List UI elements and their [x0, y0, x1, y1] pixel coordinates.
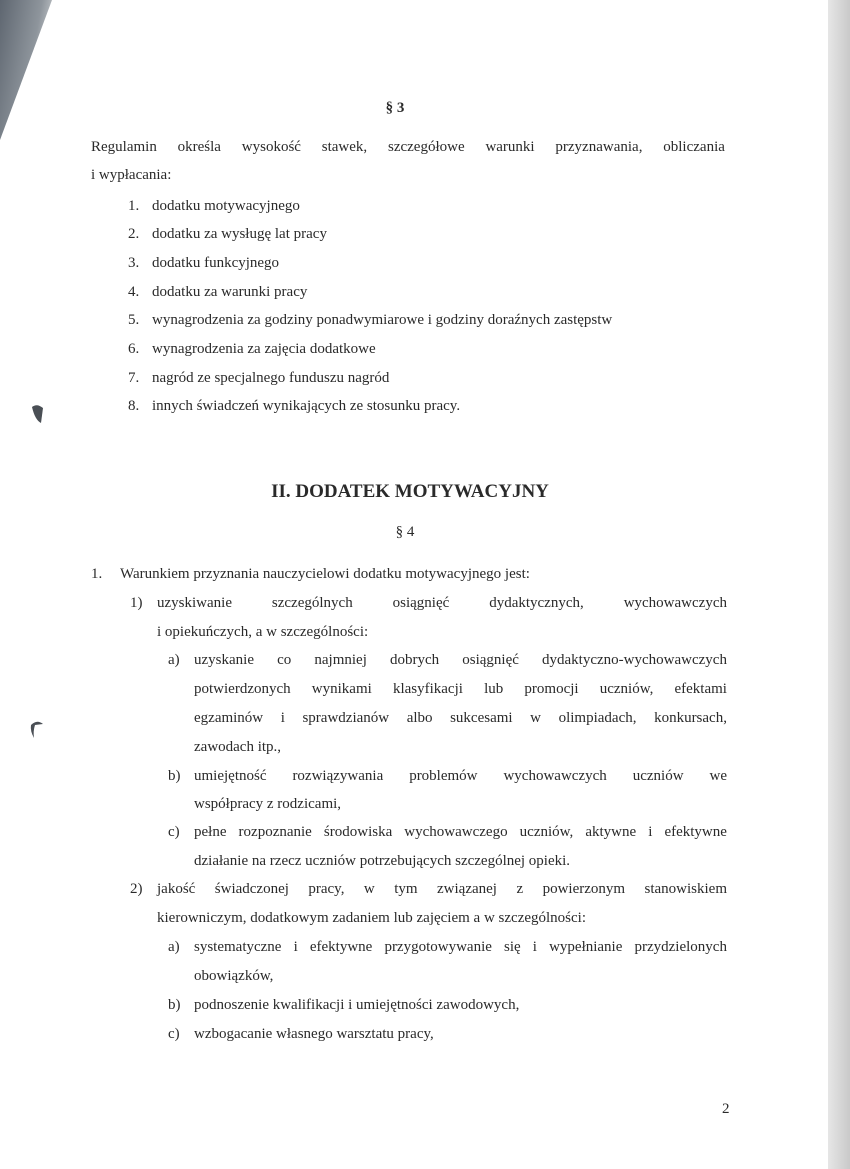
word: umiejętność — [194, 768, 267, 784]
punch-hole-top — [30, 404, 44, 424]
word: efektywne — [664, 824, 727, 840]
word: tym — [394, 881, 418, 897]
word: wychowawczego — [404, 824, 508, 840]
section-3-list-item: nagród ze specjalnego funduszu nagród — [152, 370, 390, 386]
word: efektami — [674, 681, 727, 697]
word: albo — [406, 710, 433, 726]
word: konkursach, — [654, 710, 727, 726]
item-1b-number: b) — [168, 768, 181, 784]
word: uczniów, — [599, 681, 654, 697]
word: uczniów — [632, 768, 684, 784]
word: przyznawania, — [555, 139, 643, 155]
item-1a-line-1 — [194, 651, 727, 669]
word: się — [504, 939, 521, 955]
word: z — [516, 881, 524, 897]
word: uczniów, — [519, 824, 574, 840]
word: we — [709, 768, 727, 784]
item-2a-number: a) — [168, 939, 180, 955]
item-2b-text: podnoszenie kwalifikacji i umiejętności zawodowych, — [194, 997, 520, 1013]
item-1c-line-2: działanie na rzecz uczniów potrzebujących szczególnej opieki. — [194, 853, 571, 869]
word: uzyskiwanie — [157, 595, 232, 611]
word: dobrych — [389, 652, 440, 668]
section-3-list-number: 5. — [128, 312, 140, 328]
item-2c-number: c) — [168, 1026, 180, 1042]
page-number: 2 — [722, 1101, 730, 1117]
section-3-list-number: 8. — [128, 398, 140, 414]
word: świadczonej — [214, 881, 289, 897]
scan-shadow-right — [828, 0, 850, 1169]
item-2a-line-2: obowiązków, — [194, 968, 274, 984]
item-2-number: 2) — [130, 881, 143, 897]
paragraph-1-text: Warunkiem przyznania nauczycielowi dodatku motywacyjnego jest: — [120, 566, 530, 582]
word: wychowawczych — [503, 768, 607, 784]
word: w — [530, 710, 541, 726]
section-3-list-number: 1. — [128, 198, 140, 214]
item-2a-line-1 — [194, 938, 727, 956]
section-4-title: § 4 — [395, 524, 415, 540]
item-1b-line-2: współpracy z rodzicami, — [194, 796, 342, 812]
word: jakość — [157, 881, 196, 897]
word: egzaminów — [194, 710, 264, 726]
item-1-line-2: i opiekuńczych, a w szczególności: — [157, 624, 369, 640]
word: co — [277, 652, 292, 668]
item-1-line-1 — [157, 594, 727, 612]
section-3-list-item: dodatku za wysługę lat pracy — [152, 226, 327, 242]
item-2-line-2: kierowniczym, dodatkowym zadaniem lub zajęciem a w szczególności: — [157, 910, 587, 926]
word: dydaktyczno-wychowawczych — [542, 652, 727, 668]
section-3-list-item: innych świadczeń wynikających ze stosunku pracy. — [152, 398, 461, 414]
section-3-list-item: wynagrodzenia za godziny ponadwymiarowe i godziny doraźnych zastępstw — [152, 312, 613, 328]
word: najmniej — [314, 652, 367, 668]
word: i — [280, 710, 285, 726]
section-3-intro-line — [91, 138, 725, 156]
section-3-list-number: 4. — [128, 284, 140, 300]
word: i — [532, 939, 537, 955]
word: promocji — [524, 681, 579, 697]
word: osiągnięć — [392, 595, 450, 611]
word: problemów — [409, 768, 478, 784]
section-3-intro-continuation: i wypłacania: — [91, 167, 172, 183]
section-3-list-item: dodatku za warunki pracy — [152, 284, 308, 300]
word: rozwiązywania — [292, 768, 384, 784]
word: potwierdzonych — [194, 681, 291, 697]
word: szczególnych — [271, 595, 353, 611]
word: wypełnianie — [549, 939, 623, 955]
word: sprawdzianów — [302, 710, 390, 726]
word: stanowiskiem — [644, 881, 727, 897]
section-3-list-item: dodatku funkcyjnego — [152, 255, 280, 271]
word: olimpiadach, — [558, 710, 637, 726]
section-3-list-number: 6. — [128, 341, 140, 357]
item-1-number: 1) — [130, 595, 143, 611]
item-1a-line-3 — [194, 709, 727, 727]
word: i — [293, 939, 298, 955]
item-1a-number: a) — [168, 652, 180, 668]
item-2b-number: b) — [168, 997, 181, 1013]
word: przydzielonych — [634, 939, 727, 955]
section-3-list-number: 3. — [128, 255, 140, 271]
word: i — [648, 824, 653, 840]
word: wysokość — [241, 139, 301, 155]
word: w — [363, 881, 375, 897]
word: stawek, — [321, 139, 368, 155]
word: obliczania — [663, 139, 725, 155]
section-3-list-item: dodatku motywacyjnego — [152, 198, 300, 214]
word: klasyfikacji — [392, 681, 463, 697]
word: rozpoznanie — [238, 824, 312, 840]
word: określa — [177, 139, 221, 155]
scan-shadow-left — [0, 0, 52, 140]
section-3-list-item: wynagrodzenia za zajęcia dodatkowe — [152, 341, 376, 357]
item-1a-line-4: zawodach itp., — [194, 739, 282, 755]
punch-hole-bottom — [30, 719, 44, 739]
word: lub — [484, 681, 504, 697]
word: przygotowywanie — [384, 939, 492, 955]
item-1c-line-1 — [194, 823, 727, 841]
word: efektywne — [309, 939, 373, 955]
item-2c-text: wzbogacanie własnego warsztatu pracy, — [194, 1026, 434, 1042]
word: systematyczne — [194, 939, 282, 955]
word: osiągnięć — [462, 652, 519, 668]
word: środowiska — [323, 824, 393, 840]
word: wynikami — [311, 681, 372, 697]
section-3-list-number: 2. — [128, 226, 140, 242]
section-3-title: § 3 — [385, 100, 405, 116]
section-3-list-number: 7. — [128, 370, 140, 386]
word: związanej — [437, 881, 497, 897]
item-1b-line-1 — [194, 767, 727, 785]
word: dydaktycznych, — [489, 595, 584, 611]
word: Regulamin — [91, 139, 157, 155]
word: aktywne — [585, 824, 637, 840]
word: pełne — [194, 824, 227, 840]
paragraph-1-number: 1. — [91, 566, 103, 582]
word: pracy, — [308, 881, 345, 897]
chapter-heading: II. DODATEK MOTYWACYJNY — [271, 481, 549, 502]
word: szczegółowe — [387, 139, 465, 155]
item-1a-line-2 — [194, 680, 727, 698]
word: sukcesami — [450, 710, 513, 726]
word: powierzonym — [542, 881, 626, 897]
word: uzyskanie — [194, 652, 254, 668]
word: wychowawczych — [623, 595, 727, 611]
item-2-line-1 — [157, 880, 727, 898]
item-1c-number: c) — [168, 824, 180, 840]
word: warunki — [485, 139, 535, 155]
